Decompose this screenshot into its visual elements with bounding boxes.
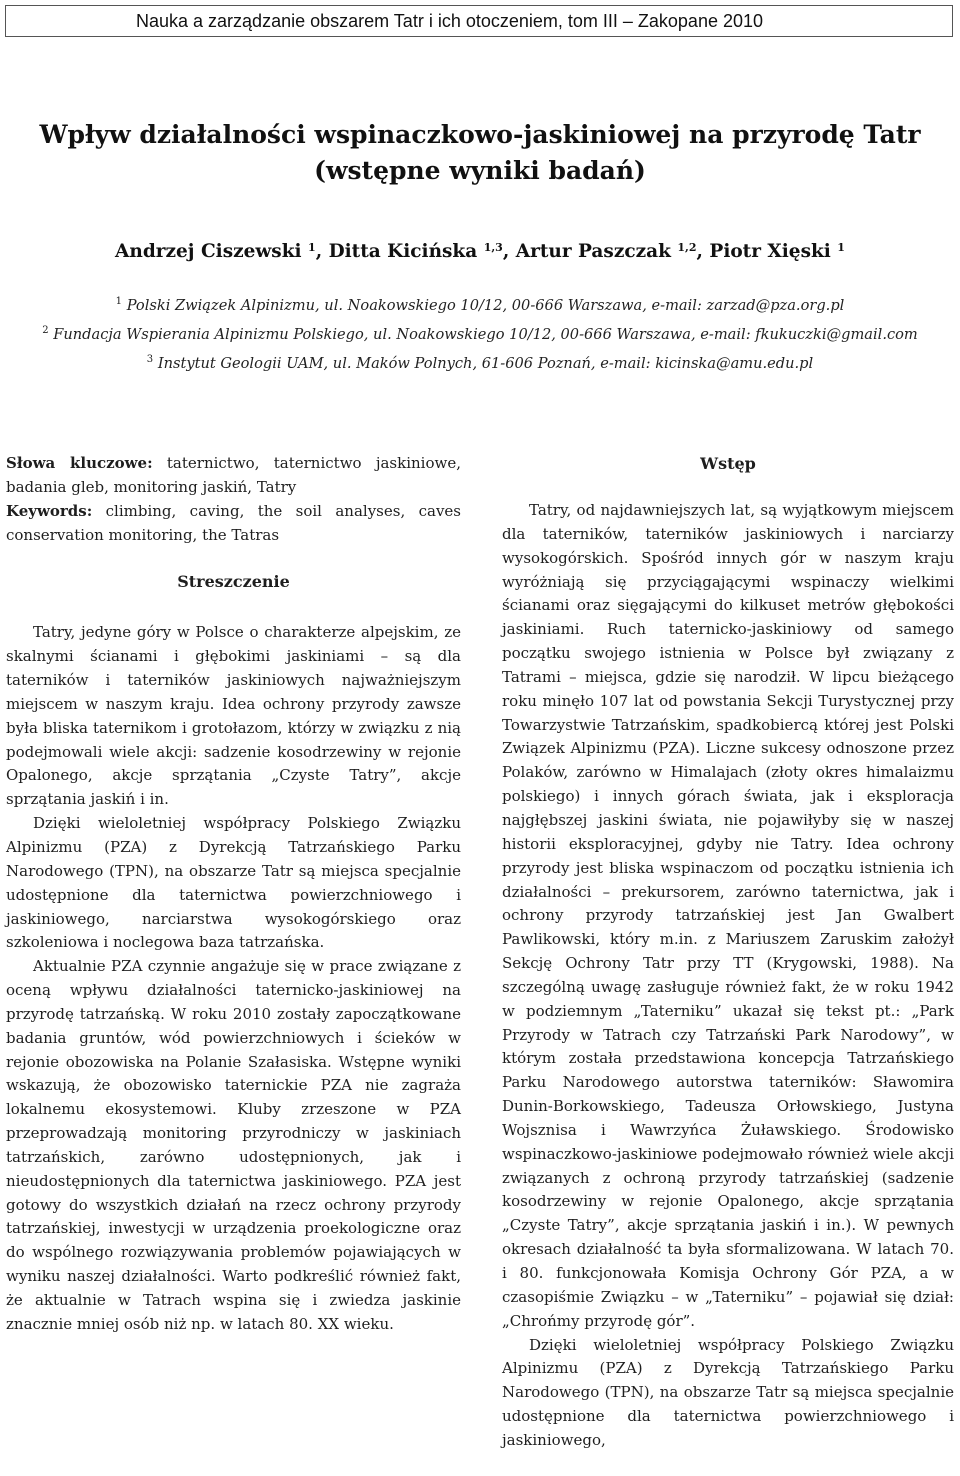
right-column <box>502 452 954 1453</box>
affiliation-number: 1 <box>115 296 123 307</box>
paper-title <box>0 117 960 189</box>
keywords-english-label: Keywords: <box>6 501 93 520</box>
author-name: Andrzej Ciszewski <box>115 241 302 262</box>
affiliation-item <box>0 347 960 376</box>
introduction-heading: Wstęp <box>700 454 756 473</box>
keywords-english <box>6 500 461 548</box>
title-line-1: Wpływ działalności wspinaczkowo-jaskiniowej na przyrodę Tatr <box>39 120 921 149</box>
author-name: Artur Paszczak <box>515 241 671 262</box>
affiliation-text: Polski Związek Alpinizmu, ul. Noakowskiego 10/12, 00-666 Warszawa, e-mail: zarzad@pza.org.pl <box>126 297 845 314</box>
keywords-polish-text: taternictwo, taternictwo jaskiniowe, badania gleb, monitoring jaskiń, Tatry <box>6 454 461 496</box>
abstract-paragraph: Dzięki wieloletniej współpracy Polskiego Związku Alpinizmu (PZA) z Dyrekcją Tatrzańskiego Parku Narodowego (TPN), na obszarze Tatr są miejsca specjalnie udostępnione dla taternictwa powierzchniowego i jaskiniowego, narciarstwa wysokogórskiego oraz szkoleniowa i noclegowa baza tatrzańska. <box>6 814 461 952</box>
title-line-2: (wstępne wyniki badań) <box>314 156 646 185</box>
author-name: Piotr Xięski <box>709 241 831 262</box>
affiliation-number: 3 <box>146 354 154 365</box>
author-affiliation-mark: 1 <box>837 241 845 254</box>
abstract-paragraph: Tatry, jedyne góry w Polsce o charakterze alpejskim, ze skalnymi ścianami i głębokimi jaskiniami – są dla taterników i taterników jaskiniowych najważniejszym miejscem w naszym kraju. Idea ochrony przyrody zawsze była bliska taternikom i grotołazom, którzy w związku z nią podejmowali wiele akcji: sadzenie kosodrzewiny w rejonie Opalonego, akcje sprzątania „Czyste Tatry”, akcje sprzątania jaskiń i in. <box>6 623 461 809</box>
affiliation-text: Instytut Geologii UAM, ul. Maków Polnych, 61-606 Poznań, e-mail: kicinska@amu.edu.pl <box>157 355 814 372</box>
affiliation-text: Fundacja Wspierania Alpinizmu Polskiego, ul. Noakowskiego 10/12, 00-666 Warszawa, e-mail: fkukuczki@gmail.com <box>53 326 918 343</box>
keywords-polish <box>6 452 461 500</box>
introduction-paragraph: Tatry, od najdawniejszych lat, są wyjątkowym miejscem dla taterników, taterników jaskiniowych i narciarzy wysokogórskich. Spośród innych gór w naszym kraju wyróżniają się przyciągającymi wspinaczy wielkimi ścianami oraz sięgającymi do kilkuset metrów głębokości jaskiniami. Ruch taternicko-jaskiniowy od samego początku swojego istnienia w Polsce był związany z Tatrami – miejsca, gdzie się narodził. W lipcu bieżącego roku minęło 107 lat od powstania Sekcji Turystycznej przy Towarzystwie Tatrzańskim, spadkobiercą której jest Polski Związek Alpinizmu (PZA). Liczne sukcesy odnoszone przez Polaków, zarówno w Himalajach (złoty okres himalaizmu polskiego) i innych górach świata, jak i eksploracja najgłębszej jaskini świata, nie pojawiłyby się w naszej historii eksploracyjnej, gdyby nie Tatry. Idea ochrony przyrody jest bliska wspinaczom od początku istnienia ich działalności – prekursorem, zarówno taternictwa, jak i ochrony przyrody tatrzańskiej jest Jan Gwalbert Pawlikowski, który m.in. z Mariuszem Zaruskim założył Sekcję Ochrony Tatr przy TT (Krygowski, 1988). Na szczególną uwagę zasługuje również fakt, że w roku 1942 w podziemnym „Taterniku” ukazał się tekst pt.: „Park Przyrody w Tatrach czy Tatrzański Park Narodowy”, w którym została przedstawiona koncepcja Tatrzańskiego Parku Narodowego autorstwa taterników: Sławomira Dunin-Borkowskiego, Tadeusza Orłowskiego, Justyna Wojsznisa i Wawrzyńca Żuławskiego. Środowisko wspinaczkowo-jaskiniowe podejmowało również wiele akcji związanych z ochroną przyrody tatrzańskiej (sadzenie kosodrzewiny w rejonie Opalonego, akcje sprzątania „Czyste Tatry”, akcje sprzątania jaskiń i in.). W pewnych okresach działalność ta była sformalizowana. W latach 70. i 80. funkcjonowała Komisja Ochrony Gór PZA, a w czasopiśmie Związku – w „Taterniku” – pojawiał się dział: „Chrońmy przyrodę gór”. <box>502 501 954 1330</box>
keywords-polish-label: Słowa kluczowe: <box>6 454 153 472</box>
keywords-english-text: climbing, caving, the soil analyses, caves conservation monitoring, the Tatras <box>6 501 461 544</box>
affiliation-list <box>0 289 960 376</box>
author-affiliation-mark: 1,3 <box>483 241 503 254</box>
author-list: Andrzej Ciszewski $^1$, Ditta Kicińska $^{1,3}$, Artur Paszczak $^{1,2}$, Piotr Xięski $^1$ <box>115 241 845 262</box>
introduction-paragraph: Dzięki wieloletniej współpracy Polskiego Związku Alpinizmu (PZA) z Dyrekcją Tatrzańskiego Parku Narodowego (TPN), na obszarze Tatr są miejsca specjalnie udostępnione dla taternictwa powierzchniowego i jaskiniowego, <box>502 1335 954 1449</box>
affiliation-number: 2 <box>42 325 49 336</box>
abstract-heading: Streszczenie <box>177 572 290 592</box>
author-name: Ditta Kicińska <box>328 241 478 262</box>
affiliation-item <box>0 289 960 318</box>
abstract-paragraph: Aktualnie PZA czynnie angażuje się w prace związane z oceną wpływu działalności taternicko-jaskiniowej na przyrodę tatrzańską. W roku 2010 zostały zapoczątkowane badania gruntów, wód powierzchniowych i ścieków w rejonie obozowiska na Polanie Szałasiska. Wstępne wyniki wskazują, że obozowisko taternickie PZA nie zagraża lokalnemu ekosystemowi. Kluby zrzeszone w PZA przeprowadzają monitoring przyrodniczy w jaskiniach tatrzańskich, zarówno udostępnionych, jak i nieudostępnionych dla taternictwa jaskiniowego. PZA jest gotowy do wszystkich działań na rzecz ochrony przyrody tatrzańskiej, inwestycji w urządzenia proekologiczne oraz do wspólnego rozwiązywania problemów pojawiających w wyniku naszej działalności. Warto podkreślić również fakt, że aktualnie w Tatrach wspina się i zwiedza jaskinie znacznie mniej osób niż np. w latach 80. XX wieku. <box>6 957 461 1333</box>
author-affiliation-mark: 1 <box>308 241 316 254</box>
affiliation-item <box>0 318 960 347</box>
author-affiliation-mark: 1,2 <box>677 241 697 254</box>
running-header: Nauka a zarządzanie obszarem Tatr i ich otoczeniem, tom III – Zakopane 2010 <box>5 5 953 37</box>
left-column <box>6 452 461 1337</box>
